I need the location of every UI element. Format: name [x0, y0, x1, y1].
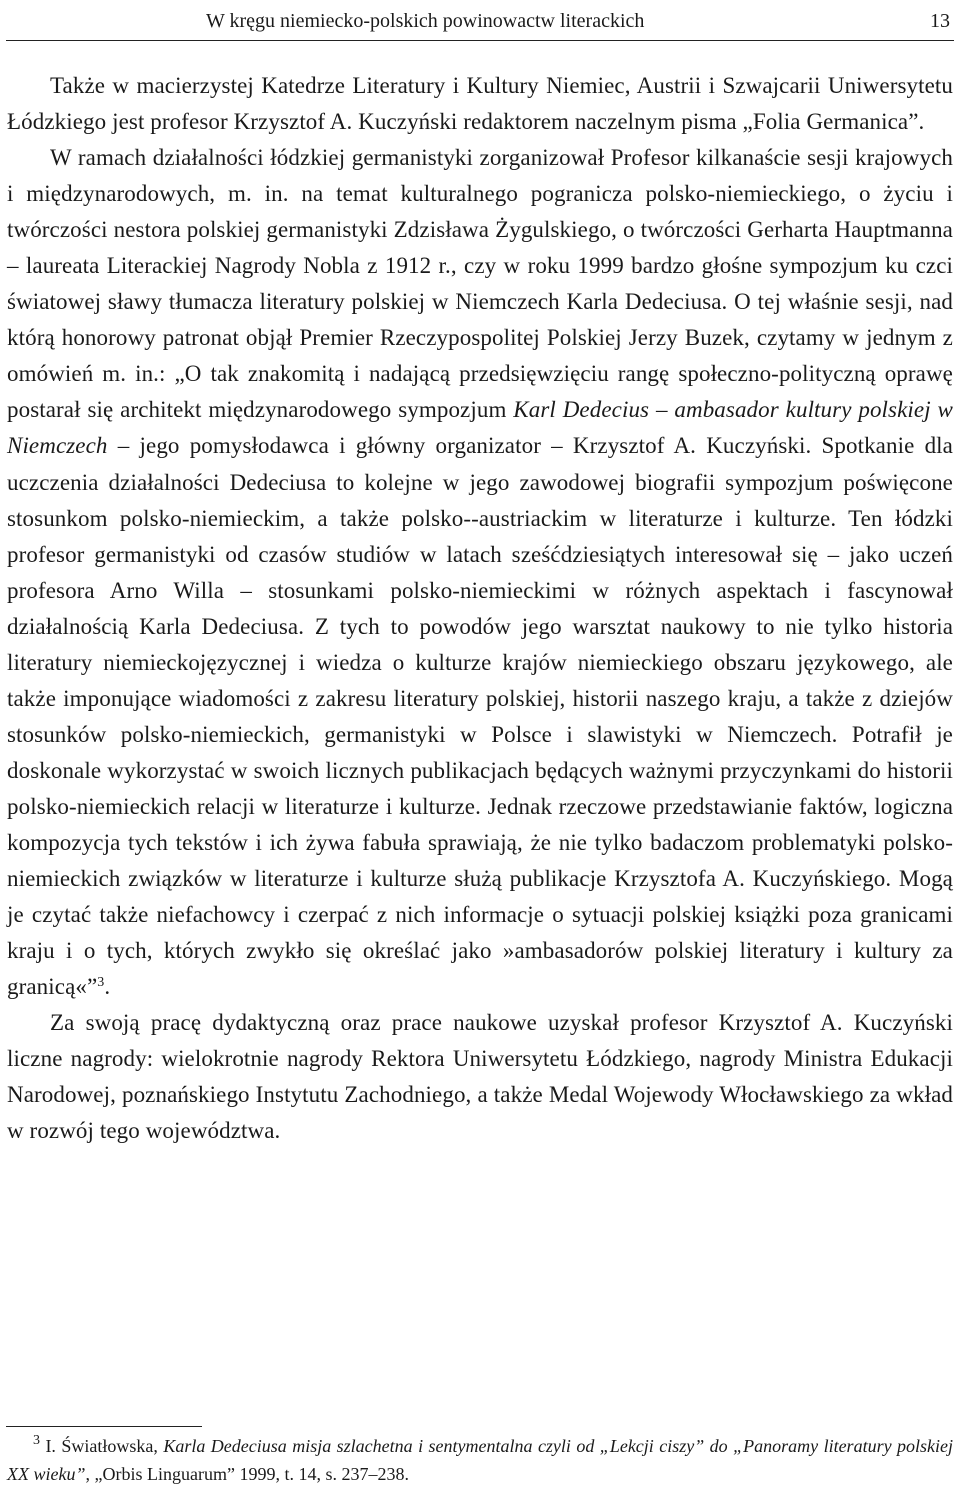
paragraph-3 [7, 1005, 953, 1149]
paragraph-2-italic-title: Karl Dedecius – ambasador kultury polskiej w Niemczech [7, 397, 953, 459]
paragraph-2-end: . [104, 974, 111, 1000]
footnote-number: 3 [33, 1433, 40, 1448]
paragraph-2 [7, 140, 953, 1005]
paragraph-3-text: Za swoją pracę dydaktyczną oraz prace naukowe uzyskał profesor Krzysztof A. Kuczyński liczne nagrody: wielokrotnie nagrody Rektora Uniwersytetu Łódzkiego, nagrody Ministra Edukacji Narodowej, poznańskiego Instytutu Zachodniego, a także Medal Wojewody Włocławskiego za wkład w rozwój tego województwa. [7, 1010, 953, 1144]
paragraph-1-text: Także w macierzystej Katedrze Literatury i Kultury Niemiec, Austrii i Szwajcarii Uniwersytetu Łódzkiego jest profesor Krzysztof A. Kuczyński redaktorem naczelnym pisma „Folia Germanica”. [7, 73, 953, 135]
footnote [7, 1432, 953, 1488]
footnote-3 [7, 1432, 953, 1488]
paragraph-2-text-cont: – jego pomysłodawca i główny organizator – Krzysztof A. Kuczyński. Spotkanie dla uczczenia działalności Dedeciusa to kolejne w jego zawodowej biografii sympozjum poświęcone stosunkom polsko-niemieckim, a także polsko--austriackim w literaturze i kulturze. Ten łódzki profesor germanistyki od czasów studiów w latach sześćdziesiątych interesował się – jako uczeń profesora Arno Willa – stosunkami polsko-niemieckimi w różnych aspektach i fascynował działalnością Karla Dedeciusa. Z tych to powodów jego warsztat naukowy to nie tylko historia literatury niemieckojęzycznej i wiedza o kulturze krajów niemieckiego obszaru językowego, ale także imponujące wiadomości z zakresu literatury polskiej, historii naszego kraju, a także z dziejów stosunków polsko-niemieckich, germanistyki w Polsce i slawistyki w Niemczech. Potrafił je doskonale wykorzystać w swoich licznych publikacjach będących ważnymi przyczynkami do historii polsko-niemieckich relacji w literaturze i kulturze. Jednak rzeczowe przedstawianie faktów, logiczna kompozycja tych tekstów i ich żywa fabuła sprawiają, że nie tylko badaczom problematyki polsko-niemieckich związków w literaturze i kulturze służą publikacje Krzysztofa A. Kuczyńskiego. Mogą je czytać także niefachowcy i czerpać z nich informacje o sytuacji polskiej książki poza granicami kraju i o tych, których zwykło się określać jako »ambasadorów polskiej literatury i kultury za granicą«” [7, 433, 953, 1000]
footnote-title: Karla Dedeciusa misja szlachetna i sentymentalna czyli od „Lekcji ciszy” do „Panoramy literatury polskiej XX wieku” [7, 1436, 953, 1484]
footnote-source: , „Orbis Linguarum” 1999, t. 14, s. 237–238. [85, 1464, 409, 1484]
paragraph-2-text: W ramach działalności łódzkiej germanistyki zorganizował Profesor kilkanaście sesji krajowych i międzynarodowych, m. in. na temat kulturalnego pogranicza polsko-niemieckiego, o życiu i twórczości nestora polskiej germanistyki Zdzisława Żygulskiego, o twórczości Gerharta Hauptmanna – laureata Literackiej Nagrody Nobla z 1912 r., czy w roku 1999 bardzo głośne sympozjum ku czci światowej sławy tłumacza literatury polskiej w Niemczech Karla Dedeciusa. O tej właśnie sesji, nad którą honorowy patronat objął Premier Rzeczypospolitej Polskiej Jerzy Buzek, czytamy w jednym z omówień m. in.: „O tak znakomitą i nadającą przedsięwzięciu rangę społeczno-polityczną oprawę postarał się architekt międzynarodowego sympozjum [7, 145, 953, 423]
footnote-ref-3[interactable]: 3 [97, 975, 105, 991]
page-number: 13 [930, 10, 950, 32]
footnote-author: I. Światłowska, [40, 1436, 164, 1456]
running-title: W kręgu niemiecko-polskich powinowactw literackich [206, 10, 645, 32]
paragraph-1 [7, 68, 953, 140]
running-header [206, 6, 950, 36]
header-rule [6, 40, 954, 41]
body-text [7, 68, 953, 1149]
footnote-rule [6, 1426, 202, 1427]
